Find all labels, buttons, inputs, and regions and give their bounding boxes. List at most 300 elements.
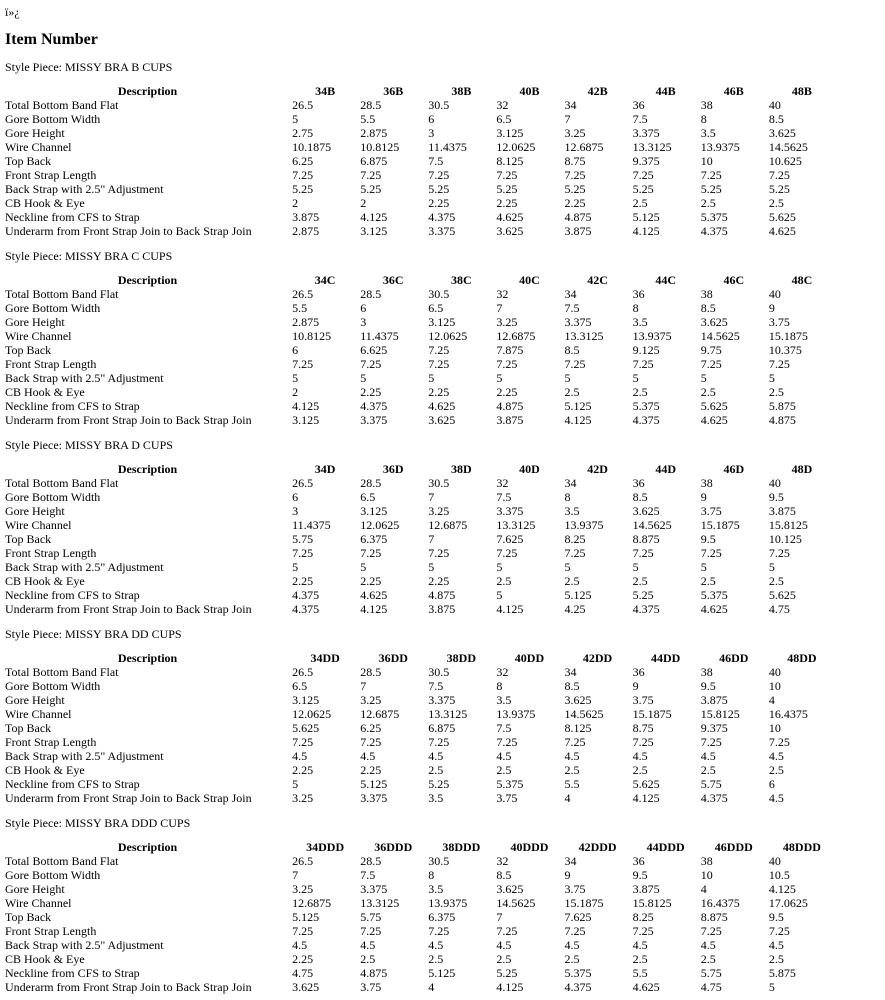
size-header: 38B: [451, 84, 472, 98]
measurement-value: 5.25: [632, 588, 654, 602]
measurement-value: 6: [360, 301, 367, 315]
measurement-value: 5.25: [496, 966, 518, 980]
measurement-value: 7.25: [428, 343, 450, 357]
measurement-value: 7.25: [768, 168, 790, 182]
measurement-value: 8.25: [564, 532, 586, 546]
measurement-value: 2.875: [292, 224, 320, 238]
measurement-value: 6.5: [428, 301, 444, 315]
measurement-value: 7.25: [496, 168, 518, 182]
measurement-value: 5.125: [360, 777, 388, 791]
measurement-value: 40: [768, 854, 781, 868]
measurement-value: 12.0625: [496, 140, 536, 154]
measurement-value: 3.5: [496, 693, 512, 707]
measurement-value: 28.5: [360, 476, 382, 490]
measurement-value: 9.75: [700, 343, 722, 357]
measurement-value: 2.5: [632, 574, 648, 588]
measurement-value: 7.25: [360, 357, 382, 371]
table-row: [4, 154, 836, 168]
description-header: Description: [117, 651, 178, 665]
measurement-value: 30.5: [428, 665, 450, 679]
measurement-value: 6.5: [292, 679, 308, 693]
measurement-value: 9.5: [768, 490, 784, 504]
measurement-value: 15.8125: [768, 518, 808, 532]
measurement-value: 2.5: [632, 385, 648, 399]
measurement-value: 40: [768, 287, 781, 301]
measurement-value: 3.25: [428, 504, 450, 518]
row-label: CB Hook & Eye: [5, 385, 85, 399]
measurement-value: 7.25: [700, 168, 722, 182]
measurement-value: 5: [496, 371, 503, 385]
measurement-value: 5.5: [360, 112, 376, 126]
measurement-value: 2.5: [428, 763, 444, 777]
measurement-value: 8.125: [564, 721, 592, 735]
table-row: [4, 140, 836, 154]
measurement-value: 3: [428, 126, 435, 140]
measurement-value: 7.25: [768, 924, 790, 938]
measurement-value: 13.3125: [360, 896, 400, 910]
size-header: 36C: [382, 273, 404, 287]
measurement-value: 3.375: [632, 126, 660, 140]
measurement-value: 4.125: [292, 399, 320, 413]
measurement-value: 7.25: [768, 357, 790, 371]
measurement-value: 10.125: [768, 532, 802, 546]
measurement-value: 2.5: [768, 763, 784, 777]
table-row: [4, 588, 836, 602]
description-header: Description: [117, 273, 178, 287]
measurement-value: 6.875: [428, 721, 456, 735]
row-label: CB Hook & Eye: [5, 196, 85, 210]
measurement-value: 12.6875: [360, 707, 400, 721]
row-label: Underarm from Front Strap Join to Back Strap Join: [5, 602, 252, 616]
measurement-value: 7: [428, 490, 435, 504]
measurement-value: 4.5: [292, 938, 308, 952]
measurement-value: 3.875: [768, 504, 796, 518]
measurement-value: 5: [428, 560, 435, 574]
measurement-value: 3.75: [632, 693, 654, 707]
measurement-value: 36: [632, 98, 645, 112]
measurement-value: 7.5: [496, 721, 512, 735]
measurement-table: [4, 840, 836, 994]
table-row: [4, 98, 836, 112]
measurement-value: 9: [700, 490, 707, 504]
measurement-value: 3.625: [292, 980, 320, 994]
table-row: [4, 896, 836, 910]
style-piece-label: Style Piece: MISSY BRA B CUPS: [5, 60, 173, 74]
size-header: 44DD: [651, 651, 681, 665]
measurement-value: 2.5: [564, 763, 580, 777]
measurement-value: 5.25: [700, 182, 722, 196]
measurement-value: 2.5: [564, 952, 580, 966]
measurement-value: 5.375: [496, 777, 524, 791]
measurement-value: 36: [632, 287, 645, 301]
measurement-value: 5.125: [428, 966, 456, 980]
measurement-value: 4.375: [700, 791, 728, 805]
measurement-value: 3.25: [292, 791, 314, 805]
table-row: [4, 749, 836, 763]
measurement-value: 2.5: [700, 763, 716, 777]
measurement-value: 7.25: [700, 546, 722, 560]
row-label: CB Hook & Eye: [5, 574, 85, 588]
measurement-value: 4.5: [700, 938, 716, 952]
measurement-value: 5.25: [360, 182, 382, 196]
measurement-value: 12.6875: [496, 329, 536, 343]
measurement-value: 13.3125: [428, 707, 468, 721]
measurement-value: 7.25: [360, 168, 382, 182]
measurement-value: 3.125: [360, 224, 388, 238]
measurement-value: 12.6875: [564, 140, 604, 154]
measurement-value: 6: [292, 490, 299, 504]
table-row: [4, 560, 836, 574]
size-header: 34D: [314, 462, 336, 476]
measurement-value: 5: [564, 371, 571, 385]
table-row: [4, 938, 836, 952]
table-row: [4, 854, 836, 868]
measurement-value: 5.25: [428, 182, 450, 196]
measurement-value: 26.5: [292, 665, 314, 679]
measurement-value: 38: [700, 98, 713, 112]
measurement-value: 7.25: [632, 546, 654, 560]
row-label: Gore Bottom Width: [5, 112, 101, 126]
description-header: Description: [117, 462, 178, 476]
measurement-value: 4.875: [428, 588, 456, 602]
table-row: [4, 868, 836, 882]
table-header-row: [4, 84, 836, 98]
measurement-value: 4.875: [768, 413, 796, 427]
measurement-value: 34: [564, 98, 577, 112]
row-label: Front Strap Length: [5, 924, 97, 938]
measurement-value: 8: [700, 112, 707, 126]
measurement-value: 2.5: [768, 196, 784, 210]
table-row: [4, 721, 836, 735]
row-label: Total Bottom Band Flat: [5, 476, 119, 490]
measurement-value: 5: [428, 371, 435, 385]
measurement-value: 3.625: [768, 126, 796, 140]
measurement-value: 7.25: [700, 924, 722, 938]
measurement-value: 4.5: [768, 791, 784, 805]
measurement-value: 4.5: [360, 749, 376, 763]
measurement-value: 7.25: [292, 735, 314, 749]
measurement-value: 5.75: [360, 910, 382, 924]
measurement-value: 2.5: [700, 196, 716, 210]
size-header: 34B: [315, 84, 336, 98]
measurement-value: 4.5: [564, 938, 580, 952]
measurement-value: 38: [700, 854, 713, 868]
measurement-value: 4.5: [564, 749, 580, 763]
measurement-value: 3.5: [564, 504, 580, 518]
measurement-value: 7: [564, 112, 571, 126]
measurement-value: 7.25: [292, 168, 314, 182]
row-label: Front Strap Length: [5, 357, 97, 371]
measurement-value: 4: [564, 791, 571, 805]
measurement-value: 4.125: [496, 980, 524, 994]
measurement-value: 5.375: [700, 588, 728, 602]
measurement-value: 8: [632, 301, 639, 315]
measurement-value: 5.625: [700, 399, 728, 413]
measurement-value: 2.25: [564, 196, 586, 210]
measurement-value: 7.25: [632, 735, 654, 749]
measurement-value: 2.5: [632, 763, 648, 777]
measurement-value: 10.8125: [360, 140, 400, 154]
row-label: Gore Bottom Width: [5, 301, 101, 315]
row-label: Underarm from Front Strap Join to Back Strap Join: [5, 224, 252, 238]
table-row: [4, 287, 836, 301]
style-piece-label: Style Piece: MISSY BRA DDD CUPS: [5, 816, 191, 830]
table-row: [4, 952, 836, 966]
measurement-value: 2.25: [496, 385, 518, 399]
measurement-value: 15.8125: [700, 707, 740, 721]
measurement-value: 28.5: [360, 854, 382, 868]
measurement-value: 3.375: [428, 224, 456, 238]
table-row: [4, 301, 836, 315]
measurement-value: 2: [360, 196, 367, 210]
row-label: Gore Bottom Width: [5, 679, 101, 693]
measurement-value: 7.25: [564, 168, 586, 182]
size-header: 44D: [655, 462, 677, 476]
measurement-value: 32: [496, 665, 509, 679]
measurement-value: 7: [428, 532, 435, 546]
measurement-value: 4.375: [360, 399, 388, 413]
measurement-value: 7.25: [768, 546, 790, 560]
measurement-value: 5: [700, 371, 707, 385]
size-header: 42D: [587, 462, 608, 476]
row-label: Gore Bottom Width: [5, 490, 101, 504]
measurement-value: 7: [360, 679, 367, 693]
measurement-value: 4.5: [496, 749, 512, 763]
table-row: [4, 490, 836, 504]
measurement-value: 7.25: [632, 168, 654, 182]
row-label: CB Hook & Eye: [5, 763, 85, 777]
measurement-value: 11.4375: [292, 518, 331, 532]
measurement-value: 10: [700, 868, 713, 882]
measurement-value: 10.8125: [292, 329, 332, 343]
table-row: [4, 665, 836, 679]
measurement-value: 2.5: [768, 952, 784, 966]
row-label: Back Strap with 2.5" Adjustment: [5, 371, 164, 385]
measurement-value: 5.625: [768, 588, 796, 602]
measurement-value: 7.5: [564, 301, 580, 315]
row-label: Wire Channel: [5, 896, 72, 910]
measurement-value: 15.1875: [700, 518, 740, 532]
measurement-value: 4.875: [564, 210, 592, 224]
table-header-row: [4, 651, 836, 665]
row-label: Top Back: [5, 910, 52, 924]
measurement-value: 5: [768, 560, 775, 574]
measurement-value: 8.5: [700, 301, 716, 315]
size-header: 38D: [451, 462, 472, 476]
table-row: [4, 924, 836, 938]
measurement-value: 5.75: [700, 966, 722, 980]
measurement-value: 7.625: [496, 532, 524, 546]
measurement-value: 3.125: [428, 315, 456, 329]
measurement-value: 5: [768, 371, 775, 385]
measurement-table: [4, 273, 836, 427]
measurement-value: 5: [564, 560, 571, 574]
measurement-value: 4.375: [564, 980, 592, 994]
measurement-value: 16.4375: [700, 896, 740, 910]
measurement-value: 2.25: [428, 574, 450, 588]
measurement-value: 4.75: [768, 602, 790, 616]
description-header: Description: [117, 84, 178, 98]
size-header: 46D: [723, 462, 745, 476]
measurement-value: 30.5: [428, 287, 450, 301]
measurement-value: 7.5: [428, 154, 444, 168]
measurement-value: 6.5: [496, 112, 512, 126]
row-label: Back Strap with 2.5" Adjustment: [5, 182, 164, 196]
row-label: Top Back: [5, 154, 52, 168]
encoding-artifact-text: ï»¿: [5, 5, 20, 19]
measurement-value: 5.875: [768, 966, 796, 980]
measurement-value: 10.625: [768, 154, 802, 168]
row-label: Gore Height: [5, 504, 65, 518]
measurement-value: 9.125: [632, 343, 660, 357]
measurement-value: 3.125: [496, 126, 524, 140]
measurement-value: 9: [768, 301, 775, 315]
measurement-value: 28.5: [360, 665, 382, 679]
page-title: Item Number: [5, 31, 98, 48]
measurement-value: 40: [768, 476, 781, 490]
measurement-value: 15.1875: [564, 896, 604, 910]
measurement-value: 3.75: [564, 882, 586, 896]
measurement-value: 5.25: [292, 182, 314, 196]
table-row: [4, 196, 836, 210]
row-label: Neckline from CFS to Strap: [5, 777, 140, 791]
measurement-value: 8: [428, 868, 435, 882]
row-label: Front Strap Length: [5, 168, 97, 182]
row-label: Back Strap with 2.5" Adjustment: [5, 749, 164, 763]
measurement-value: 10: [700, 154, 713, 168]
measurement-value: 2.25: [428, 196, 450, 210]
measurement-value: 3.875: [496, 413, 524, 427]
measurement-value: 5: [768, 980, 775, 994]
row-label: Underarm from Front Strap Join to Back Strap Join: [5, 791, 252, 805]
measurement-value: 38: [700, 665, 713, 679]
measurement-value: 9.5: [700, 679, 716, 693]
measurement-value: 9.5: [768, 910, 784, 924]
measurement-value: 2.25: [292, 574, 314, 588]
measurement-value: 7.25: [360, 735, 382, 749]
measurement-value: 5.625: [632, 777, 660, 791]
measurement-value: 9: [632, 679, 639, 693]
table-row: [4, 980, 836, 994]
size-header: 46C: [723, 273, 745, 287]
measurement-value: 7.25: [700, 735, 722, 749]
table-row: [4, 777, 836, 791]
measurement-table: [4, 84, 836, 238]
measurement-value: 28.5: [360, 287, 382, 301]
measurement-value: 2.5: [632, 952, 648, 966]
measurement-value: 4.5: [632, 938, 648, 952]
measurement-value: 2.875: [360, 126, 388, 140]
measurement-value: 5.75: [700, 777, 722, 791]
measurement-value: 4.625: [700, 602, 728, 616]
measurement-value: 7.5: [496, 490, 512, 504]
measurement-value: 5.25: [496, 182, 518, 196]
measurement-value: 6.625: [360, 343, 388, 357]
measurement-value: 3.375: [360, 791, 388, 805]
measurement-value: 13.3125: [564, 329, 604, 343]
table-row: [4, 399, 836, 413]
measurement-value: 14.5625: [700, 329, 740, 343]
measurement-value: 3.625: [428, 413, 456, 427]
measurement-value: 4.875: [360, 966, 388, 980]
measurement-value: 3.5: [632, 315, 648, 329]
measurement-value: 32: [496, 287, 509, 301]
row-label: Top Back: [5, 343, 52, 357]
row-label: Total Bottom Band Flat: [5, 854, 119, 868]
measurement-value: 5.5: [564, 777, 580, 791]
row-label: Back Strap with 2.5" Adjustment: [5, 938, 164, 952]
measurement-value: 15.8125: [632, 896, 672, 910]
table-row: [4, 126, 836, 140]
size-header: 42DD: [582, 651, 613, 665]
table-row: [4, 504, 836, 518]
size-header: 38C: [451, 273, 472, 287]
measurement-value: 7.25: [292, 924, 314, 938]
measurement-value: 3.375: [360, 882, 388, 896]
table-row: [4, 735, 836, 749]
measurement-value: 5.25: [632, 182, 654, 196]
row-label: Wire Channel: [5, 518, 72, 532]
size-header: 48DDD: [782, 840, 821, 854]
measurement-value: 7.25: [496, 546, 518, 560]
measurement-value: 5: [292, 777, 299, 791]
measurement-value: 13.9375: [496, 707, 536, 721]
measurement-value: 15.1875: [768, 329, 808, 343]
measurement-value: 5: [292, 371, 299, 385]
measurement-value: 14.5625: [768, 140, 808, 154]
measurement-value: 8: [564, 490, 571, 504]
measurement-value: 4.625: [360, 588, 388, 602]
measurement-value: 12.0625: [292, 707, 332, 721]
measurement-value: 34: [564, 665, 577, 679]
measurement-value: 5: [632, 371, 639, 385]
measurement-value: 3.25: [564, 126, 586, 140]
measurement-value: 4.5: [700, 749, 716, 763]
measurement-value: 15.1875: [632, 707, 672, 721]
measurement-value: 5.75: [292, 532, 314, 546]
size-header: 44DDD: [646, 840, 685, 854]
measurement-value: 8.5: [564, 679, 580, 693]
measurement-value: 3.75: [768, 315, 790, 329]
measurement-value: 2.5: [360, 952, 376, 966]
measurement-value: 3.5: [428, 882, 444, 896]
measurement-value: 4.625: [768, 224, 796, 238]
measurement-value: 3.125: [292, 693, 320, 707]
measurement-value: 40: [768, 665, 781, 679]
row-label: Gore Bottom Width: [5, 868, 101, 882]
measurement-value: 11.4375: [360, 329, 399, 343]
size-header: 40D: [519, 462, 540, 476]
measurement-value: 4.5: [428, 938, 444, 952]
measurement-value: 2.5: [700, 385, 716, 399]
measurement-value: 8: [496, 679, 503, 693]
measurement-value: 2.5: [496, 763, 512, 777]
table-row: [4, 763, 836, 777]
table-row: [4, 707, 836, 721]
measurement-value: 36: [632, 854, 645, 868]
table-row: [4, 532, 836, 546]
measurement-value: 13.9375: [564, 518, 604, 532]
measurement-value: 2.5: [564, 385, 580, 399]
measurement-value: 7.25: [428, 735, 450, 749]
measurement-value: 4.875: [496, 399, 524, 413]
measurement-value: 7: [292, 868, 299, 882]
measurement-value: 2.25: [496, 196, 518, 210]
measurement-value: 8.875: [700, 910, 728, 924]
table-header-row: [4, 273, 836, 287]
measurement-value: 5.125: [564, 399, 592, 413]
measurement-value: 4.25: [564, 602, 586, 616]
